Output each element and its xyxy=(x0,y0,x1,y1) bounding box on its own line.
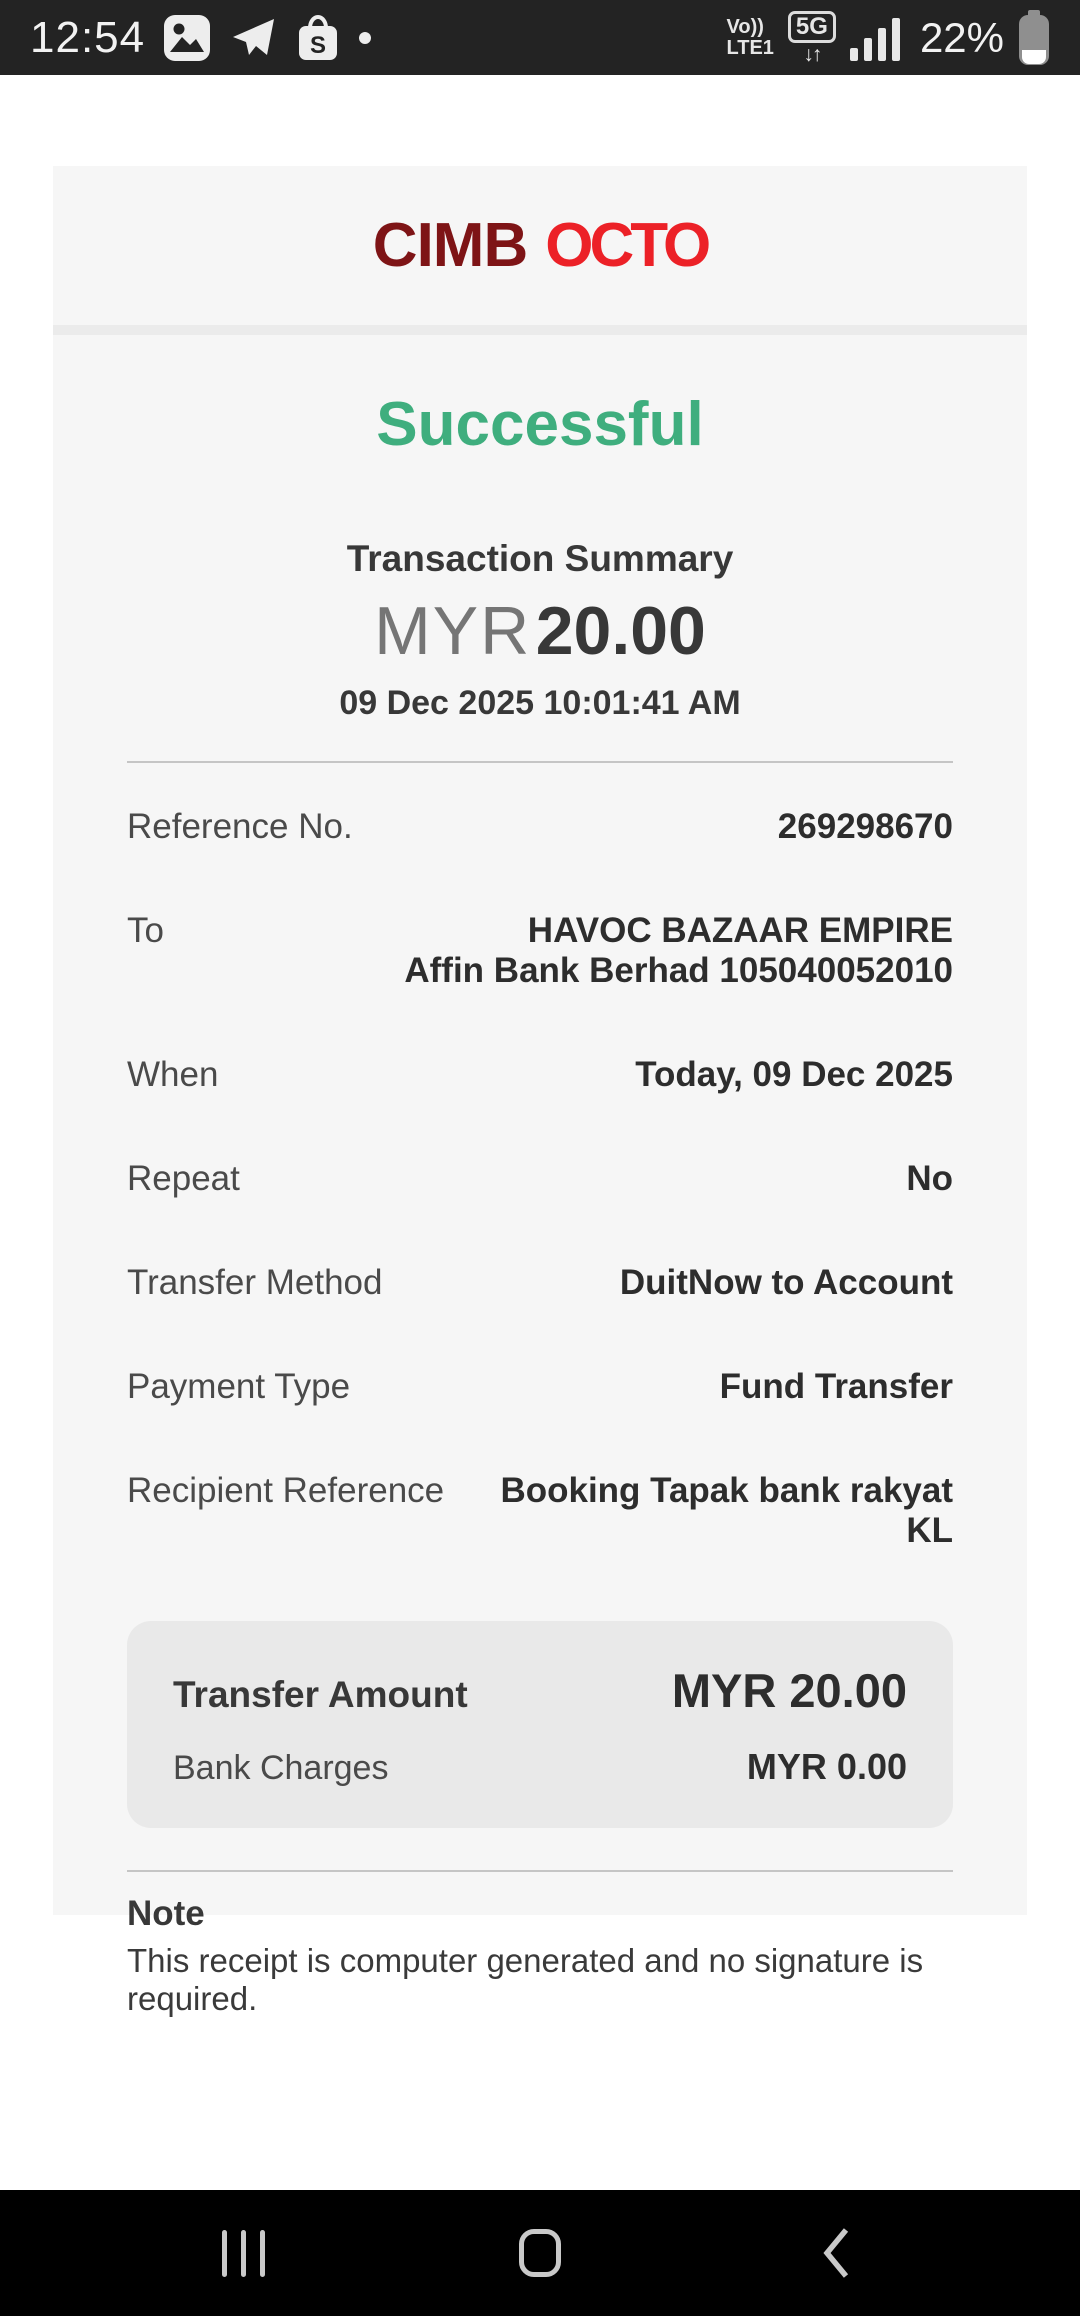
row-value: Booking Tapak bank rakyat KL xyxy=(500,1471,953,1550)
detail-rows xyxy=(53,807,1027,1551)
back-button[interactable] xyxy=(747,2190,927,2316)
row-label: Reference No. xyxy=(127,807,353,846)
row-value: 269298670 xyxy=(777,807,953,846)
transfer-amount-value: MYR 20.00 xyxy=(671,1664,907,1717)
note-section xyxy=(53,1894,1027,2018)
row-label: Recipient Reference xyxy=(127,1471,445,1510)
volte-line2: LTE1 xyxy=(726,36,774,59)
telegram-icon xyxy=(229,14,277,62)
row-label: Repeat xyxy=(127,1159,240,1198)
row-reference-no xyxy=(127,807,953,847)
octo-logo-text: OCTO xyxy=(545,211,708,280)
row-label: To xyxy=(127,911,164,950)
receipt-card xyxy=(53,166,1027,2017)
header-divider-band xyxy=(53,325,1027,335)
transfer-amount-row xyxy=(173,1663,907,1718)
network-arrows: ↓↑ xyxy=(803,42,821,66)
transaction-status: Successful xyxy=(376,390,704,459)
battery-percent: 22% xyxy=(919,13,1004,61)
back-icon xyxy=(819,2225,855,2281)
note-text: This receipt is computer generated and no signature is required. xyxy=(127,1942,924,2017)
transfer-amount-label: Transfer Amount xyxy=(173,1674,468,1715)
bank-logo xyxy=(53,166,1027,325)
divider-bottom xyxy=(127,1870,953,1872)
notification-dot xyxy=(359,32,371,44)
recipient-name: HAVOC BAZAAR EMPIRE xyxy=(527,911,953,950)
row-to xyxy=(127,911,953,991)
note-title: Note xyxy=(127,1894,205,1933)
status-bar xyxy=(0,0,1080,75)
recents-icon xyxy=(222,2230,265,2277)
amount-headline xyxy=(53,592,1027,670)
row-when xyxy=(127,1055,953,1095)
shopee-icon xyxy=(295,13,341,63)
bank-charges-row xyxy=(173,1746,907,1788)
currency-label: MYR xyxy=(374,593,532,669)
row-value: No xyxy=(906,1159,953,1198)
row-label: Transfer Method xyxy=(127,1263,383,1302)
network-5g-icon xyxy=(788,11,836,65)
amount-summary-box xyxy=(127,1621,953,1828)
volte-line1: Vo)) xyxy=(726,15,764,38)
status-time: 12:54 xyxy=(30,12,146,62)
row-transfer-method xyxy=(127,1263,953,1303)
divider-top xyxy=(127,761,953,763)
gallery-icon xyxy=(163,14,211,62)
network-badge: 5G xyxy=(788,11,836,43)
row-value: Today, 09 Dec 2025 xyxy=(635,1055,953,1094)
recents-button[interactable] xyxy=(153,2190,333,2316)
android-nav-bar xyxy=(0,2190,1080,2316)
volte-indicator xyxy=(727,17,774,59)
recipient-bank-account: Affin Bank Berhad 105040052010 xyxy=(404,951,953,990)
row-value xyxy=(404,911,953,991)
row-value: DuitNow to Account xyxy=(619,1263,953,1302)
bank-charges-value: MYR 0.00 xyxy=(746,1746,907,1787)
amount-value: 20.00 xyxy=(535,593,706,669)
cimb-logo-text: CIMB xyxy=(372,211,528,280)
bank-charges-label: Bank Charges xyxy=(173,1749,389,1787)
row-payment-type xyxy=(127,1367,953,1407)
home-button[interactable] xyxy=(450,2190,630,2316)
row-label: Payment Type xyxy=(127,1367,351,1406)
svg-text:S: S xyxy=(310,31,327,59)
home-icon xyxy=(519,2229,561,2277)
summary-title: Transaction Summary xyxy=(346,538,734,579)
transaction-datetime: 09 Dec 2025 10:01:41 AM xyxy=(339,684,741,722)
battery-icon xyxy=(1018,10,1050,66)
row-repeat xyxy=(127,1159,953,1199)
signal-bars-icon xyxy=(850,14,906,62)
row-label: When xyxy=(127,1055,219,1094)
row-recipient-reference xyxy=(127,1471,953,1551)
row-value: Fund Transfer xyxy=(719,1367,953,1406)
